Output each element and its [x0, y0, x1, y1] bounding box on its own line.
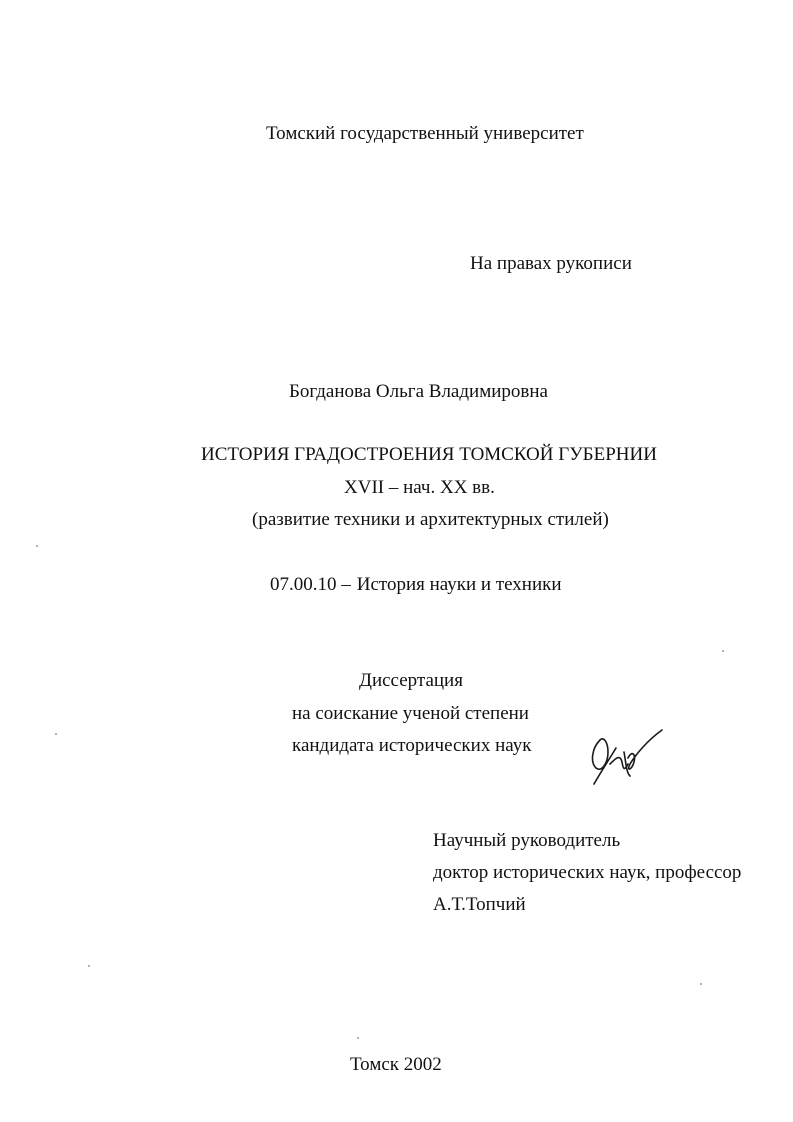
scan-speck	[55, 733, 57, 735]
title-line-main: ИСТОРИЯ ГРАДОСТРОЕНИЯ ТОМСКОЙ ГУБЕРНИИ	[201, 444, 657, 465]
supervisor-title: доктор исторических наук, профессор	[433, 862, 742, 883]
specialty-line	[270, 573, 562, 597]
university-name: Томский государственный университет	[266, 123, 584, 144]
supervisor-name: А.Т.Топчий	[433, 894, 526, 915]
supervisor-role: Научный руководитель	[433, 830, 621, 851]
specialty-code: 07.00.10 –	[270, 574, 351, 595]
scan-speck	[700, 983, 702, 985]
title-line-period: XVII – нач. XX вв.	[344, 477, 495, 498]
dissertation-label: Диссертация	[359, 670, 463, 691]
degree-line-2: кандидата исторических наук	[292, 735, 532, 756]
scan-speck	[722, 650, 724, 652]
title-line-subtitle: (развитие техники и архитектурных стилей)	[252, 509, 609, 530]
scan-speck	[36, 545, 38, 547]
scan-speck	[357, 1037, 359, 1039]
author-name: Богданова Ольга Владимировна	[289, 381, 548, 402]
city-year: Томск 2002	[350, 1054, 442, 1075]
scan-speck	[88, 965, 90, 967]
manuscript-note: На правах рукописи	[470, 253, 632, 274]
specialty-name: История науки и техники	[356, 574, 562, 595]
degree-line-1: на соискание ученой степени	[292, 703, 529, 724]
handwritten-signature-icon	[586, 718, 664, 786]
